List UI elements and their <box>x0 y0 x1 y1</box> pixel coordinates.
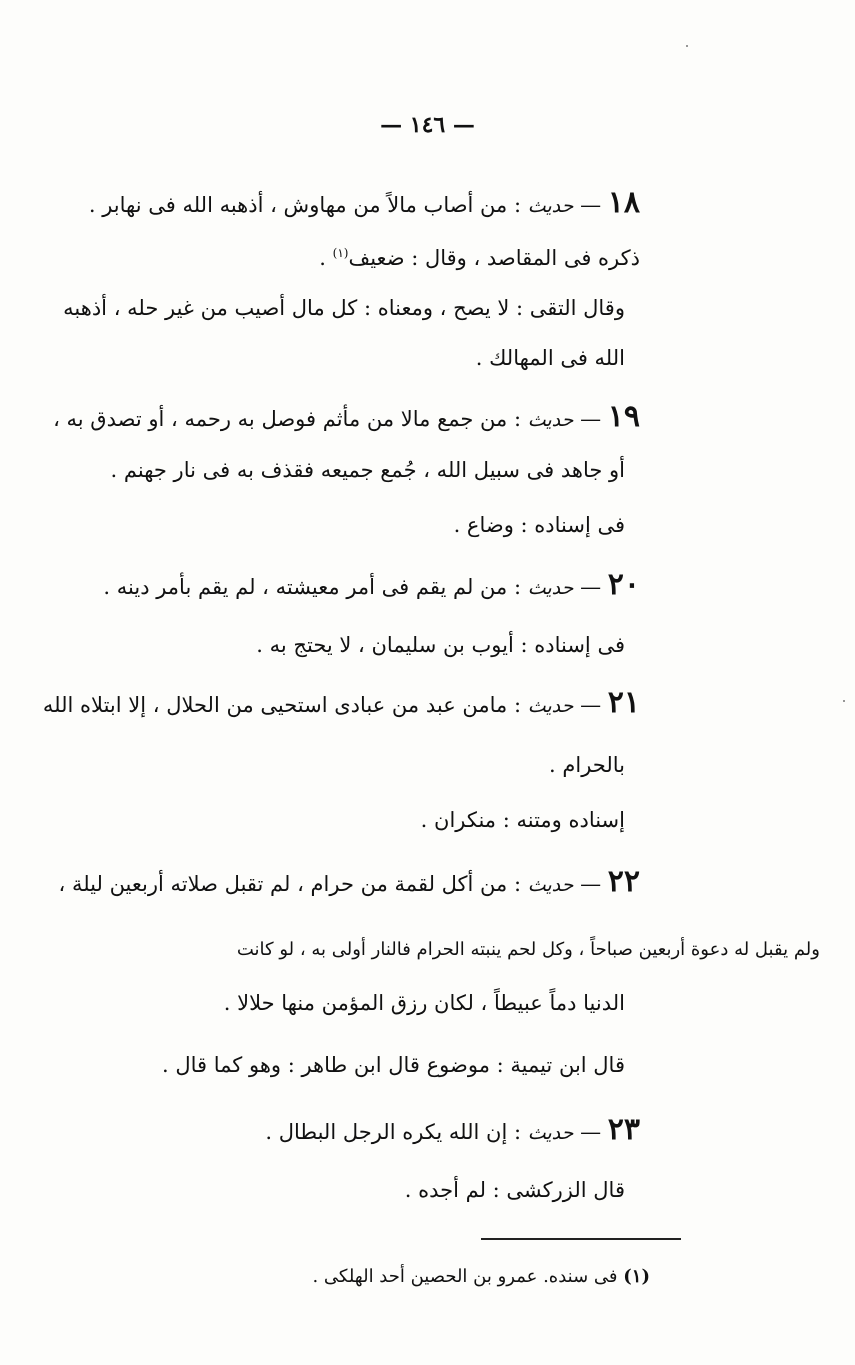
note-text: ذكره فى المقاصد ، وقال : ضعيف <box>348 246 640 270</box>
footnote-separator <box>481 1238 681 1240</box>
hadith-number: ١٩ <box>607 399 640 434</box>
hadith-23-note: قال الزركشى : لم أجده . <box>404 1178 625 1202</box>
hadith-18-note-3: الله فى المهالك . <box>475 346 625 370</box>
hadith-text: : من أصاب مالاً من مهاوش ، أذهبه الله فى نهابر . <box>88 193 522 217</box>
hadith-text: : من جمع مالا من مأثم فوصل به رحمه ، أو تصدق به ، <box>53 407 522 431</box>
hadith-22-continuation-2: الدنيا دماً عبيطاً ، لكان رزق المؤمن منها حلالا . <box>223 991 625 1015</box>
hadith-number: ٢١ <box>607 685 640 720</box>
hadith-20: ٢٠ — حديث : من لم يقم فى أمر معيشته ، لم يقم بأمر دينه . <box>103 567 640 602</box>
footnote <box>312 1262 650 1292</box>
hadith-19-note: فى إسناده : وضاع . <box>453 513 625 537</box>
footnote-marker: (١) <box>623 1266 650 1287</box>
footnote-text: فى سنده. عمرو بن الحصين أحد الهلكى . <box>312 1266 618 1287</box>
hadith-22-continuation: ولم يقبل له دعوة أربعين صباحاً ، وكل لحم ينبته الحرام فالنار أولى به ، لو كانت <box>236 939 820 960</box>
hadith-keyword: حديث <box>527 409 574 431</box>
hadith-23: ٢٣ — حديث : إن الله يكره الرجل البطال . <box>265 1112 640 1147</box>
hadith-19: ١٩ — حديث : من جمع مالا من مأثم فوصل به رحمه ، أو تصدق به ، <box>53 399 640 434</box>
footnote-ref: (١) <box>332 246 349 260</box>
hadith-19-continuation: أو جاهد فى سبيل الله ، جُمع جميعه فقذف به فى نار جهنم . <box>110 458 625 482</box>
hadith-number: ٢٣ <box>607 1112 640 1147</box>
hadith-keyword: حديث <box>527 1122 574 1144</box>
hadith-21: ٢١ — حديث : مامن عبد من عبادى استحيى من الحلال ، إلا ابتلاه الله <box>42 685 640 720</box>
hadith-text: : إن الله يكره الرجل البطال . <box>265 1120 522 1144</box>
hadith-keyword: حديث <box>527 195 574 217</box>
hadith-text: : مامن عبد من عبادى استحيى من الحلال ، إلا ابتلاه الله <box>42 693 522 717</box>
hadith-number: ١٨ <box>607 185 640 220</box>
hadith-18: ١٨ — حديث : من أصاب مالاً من مهاوش ، أذهبه الله فى نهابر . <box>88 185 640 220</box>
hadith-number: ٢٢ <box>607 864 640 899</box>
hadith-22: ٢٢ — حديث : من أكل لقمة من حرام ، لم تقبل صلاته أربعين ليلة ، <box>58 864 640 899</box>
page-number-header: — ١٤٦ — <box>380 112 475 138</box>
hadith-text: : من أكل لقمة من حرام ، لم تقبل صلاته أربعين ليلة ، <box>58 872 522 896</box>
hadith-number: ٢٠ <box>607 567 640 602</box>
hadith-21-note: إسناده ومتنه : منكران . <box>420 808 625 832</box>
hadith-20-note: فى إسناده : أيوب بن سليمان ، لا يحتج به . <box>256 633 625 657</box>
hadith-keyword: حديث <box>527 577 574 599</box>
hadith-keyword: حديث <box>527 695 574 717</box>
hadith-22-note: قال ابن تيمية : موضوع قال ابن طاهر : وهو كما قال . <box>162 1053 625 1077</box>
scan-speck <box>686 45 688 47</box>
hadith-text: : من لم يقم فى أمر معيشته ، لم يقم بأمر دينه . <box>103 575 522 599</box>
hadith-21-continuation: بالحرام . <box>549 753 625 777</box>
scan-speck <box>843 700 845 702</box>
hadith-keyword: حديث <box>527 874 574 896</box>
hadith-18-note-1: ذكره فى المقاصد ، وقال : ضعيف$^{(١)}$ . <box>319 246 640 270</box>
hadith-18-note-2: وقال التقى : لا يصح ، ومعناه : كل مال أصيب من غير حله ، أذهبه <box>63 296 625 320</box>
